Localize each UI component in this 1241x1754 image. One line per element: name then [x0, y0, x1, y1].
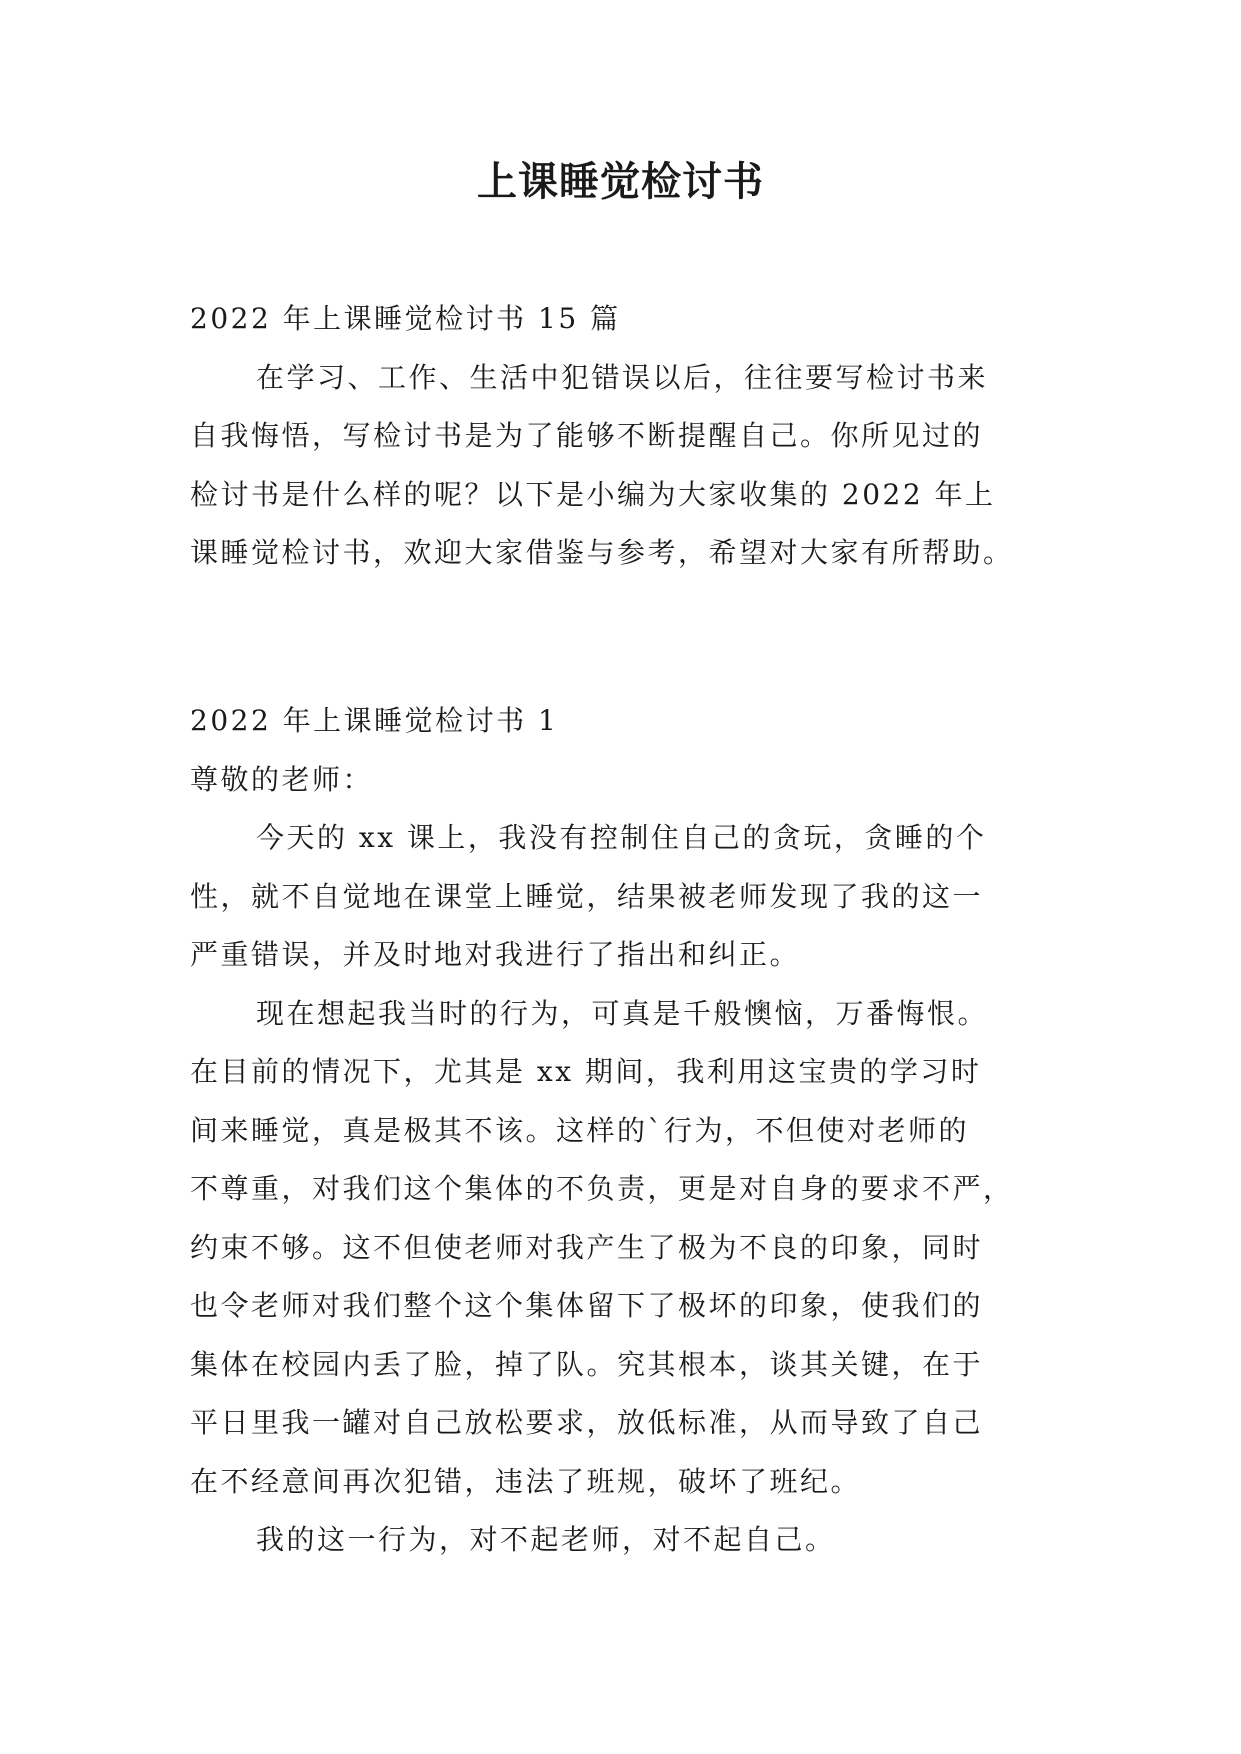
letter-paragraph-line: 严重错误，并及时地对我进行了指出和纠正。 [190, 938, 801, 971]
letter-paragraph-line: 平日里我一罐对自己放松要求，放低标准，从而导致了自己 [190, 1406, 984, 1439]
letter-paragraph-line: 间来睡觉，真是极其不该。这样的`行为，不但使对老师的 [190, 1113, 970, 1147]
document-title: 上课睡觉检讨书 [477, 158, 764, 205]
intro-paragraph-line: 检讨书是什么样的呢？以下是小编为大家收集的 2022 年上 [190, 477, 996, 511]
letter-paragraph-line: 也令老师对我们整个这个集体留下了极坏的印象，使我们的 [190, 1289, 984, 1322]
letter-paragraph-line: 在不经意间再次犯错，违法了班规，破坏了班纪。 [190, 1464, 862, 1498]
letter-paragraph-line: 不尊重，对我们这个集体的不负责，更是对自身的要求不严， [190, 1172, 1014, 1205]
letter-paragraph-line: 性，就不自觉地在课堂上睡觉，结果被老师发现了我的这一 [190, 879, 984, 913]
letter-paragraph-line: 集体在校园内丢了脸，掉了队。究其根本，谈其关键，在于 [190, 1347, 984, 1381]
letter-section [190, 692, 1050, 1570]
letter-salutation: 尊敬的老师： [190, 762, 374, 796]
letter-heading: 2022 年上课睡觉检讨书 1 [190, 704, 559, 737]
letter-paragraph-line: 今天的 xx 课上，我没有控制住自己的贪玩，贪睡的个 [256, 821, 987, 854]
letter-paragraph-line: 在目前的情况下，尤其是 xx 期间，我利用这宝贵的学习时 [190, 1055, 982, 1088]
letter-paragraph-line: 我的这一行为，对不起老师，对不起自己。 [256, 1523, 836, 1556]
intro-paragraph-line: 在学习、工作、生活中犯错误以后，往往要写检讨书来 [256, 360, 989, 394]
intro-paragraph-line: 课睡觉检讨书，欢迎大家借鉴与参考，希望对大家有所帮助。 [190, 536, 1014, 569]
intro-paragraph-line: 自我悔悟，写检讨书是为了能够不断提醒自己。你所见过的 [190, 419, 984, 452]
intro-section [190, 290, 1050, 583]
intro-heading: 2022 年上课睡觉检讨书 15 篇 [190, 302, 621, 335]
letter-paragraph-line: 约束不够。这不但使老师对我产生了极为不良的印象，同时 [190, 1230, 984, 1264]
letter-paragraph-line: 现在想起我当时的行为，可真是千般懊恼，万番悔恨。 [256, 996, 989, 1030]
